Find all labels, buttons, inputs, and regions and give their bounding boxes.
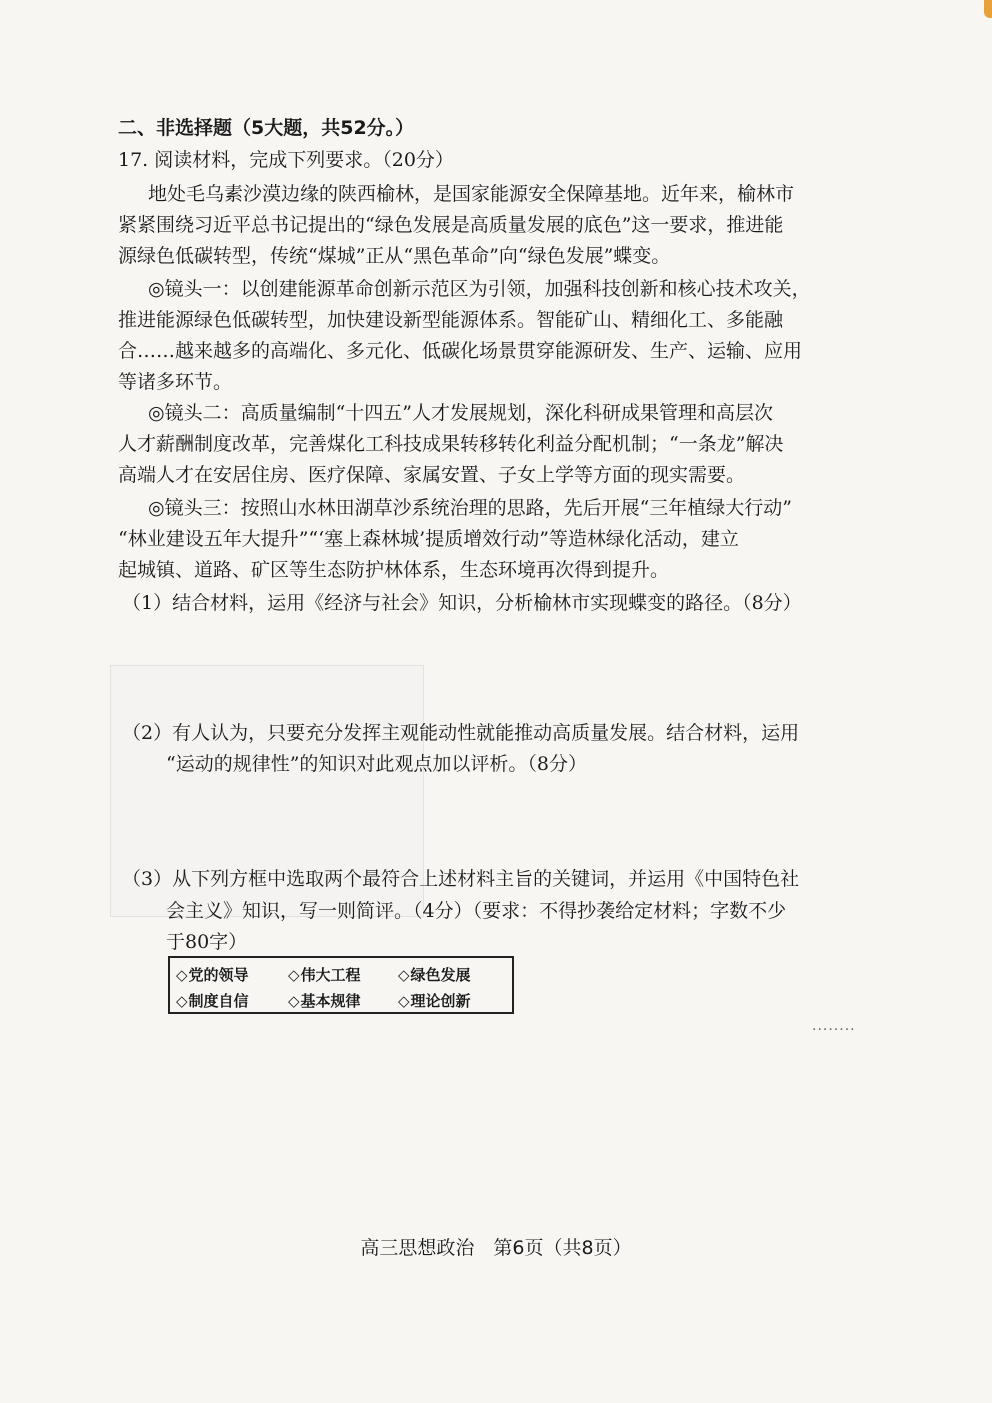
shot1-line: 合……越来越多的高端化、多元化、低碳化场景贯穿能源研发、生产、运输、应用 — [118, 340, 803, 362]
keyword: ◇制度自信 — [176, 992, 249, 1010]
sub-question-3-cont: 于80字） — [166, 931, 248, 953]
keyword: ◇绿色发展 — [398, 966, 471, 984]
sub-question-3: （3）从下列方框中选取两个最符合上述材料主旨的关键词，并运用《中国特色社 — [122, 868, 800, 890]
keyword-box — [168, 956, 514, 1014]
sub-question-1: （1）结合材料，运用《经济与社会》知识，分析榆林市实现蝶变的路径。（8分） — [122, 592, 802, 614]
corner-mark — [984, 0, 992, 18]
keyword: ◇党的领导 — [176, 966, 249, 984]
shot3-line: 起城镇、道路、矿区等生态防护林体系，生态环境再次得到提升。 — [118, 559, 670, 581]
page-footer: 高三思想政治 第6页（共8页） — [360, 1237, 632, 1259]
shot1-line: ◎镜头一：以创建能源革命创新示范区为引领，加强科技创新和核心技术攻关， — [148, 278, 811, 300]
keyword: ◇伟大工程 — [288, 966, 361, 984]
sub-question-3-cont: 会主义》知识，写一则简评。（4分）（要求：不得抄袭给定材料；字数不少 — [166, 900, 787, 922]
sub-question-2-cont: “运动的规律性”的知识对此观点加以评析。（8分） — [166, 753, 588, 775]
diamond-icon: ◇ — [398, 966, 410, 984]
shot1-line: 推进能源绿色低碳转型，加快建设新型能源体系。智能矿山、精细化工、多能融 — [118, 309, 784, 331]
keyword: ◇理论创新 — [398, 992, 471, 1010]
diamond-icon: ◇ — [176, 992, 188, 1010]
intro-line: 地处毛乌素沙漠边缘的陕西榆林，是国家能源安全保障基地。近年来，榆林市 — [148, 183, 795, 205]
shot2-line: 高端人才在安居住房、医疗保障、家属安置、子女上学等方面的现实需要。 — [118, 464, 746, 486]
diamond-icon: ◇ — [398, 992, 410, 1010]
shot2-line: ◎镜头二：高质量编制“十四五”人才发展规划，深化科研成果管理和高层次 — [148, 402, 774, 424]
dots-mark: ........ — [812, 1018, 856, 1034]
keyword: ◇基本规律 — [288, 992, 361, 1010]
shot3-line: “林业建设五年大提升”“‘塞上森林城’提质增效行动”等造林绿化活动，建立 — [118, 528, 739, 550]
intro-line: 紧紧围绕习近平总书记提出的“绿色发展是高质量发展的底色”这一要求，推进能 — [118, 214, 784, 236]
diamond-icon: ◇ — [288, 992, 300, 1010]
sub-question-2: （2）有人认为，只要充分发挥主观能动性就能推动高质量发展。结合材料，运用 — [122, 722, 800, 744]
shot1-line: 等诸多环节。 — [118, 371, 233, 393]
section-title: 二、非选择题（5大题，共52分。） — [118, 117, 415, 139]
question-title: 17. 阅读材料，完成下列要求。（20分） — [118, 149, 454, 171]
diamond-icon: ◇ — [176, 966, 188, 984]
shot3-line: ◎镜头三：按照山水林田湖草沙系统治理的思路，先后开展“三年植绿大行动” — [148, 497, 793, 519]
diamond-icon: ◇ — [288, 966, 300, 984]
shot2-line: 人才薪酬制度改革，完善煤化工科技成果转移转化利益分配机制；“一条龙”解决 — [118, 433, 784, 455]
intro-line: 源绿色低碳转型，传统“煤城”正从“黑色革命”向“绿色发展”蝶变。 — [118, 245, 671, 267]
